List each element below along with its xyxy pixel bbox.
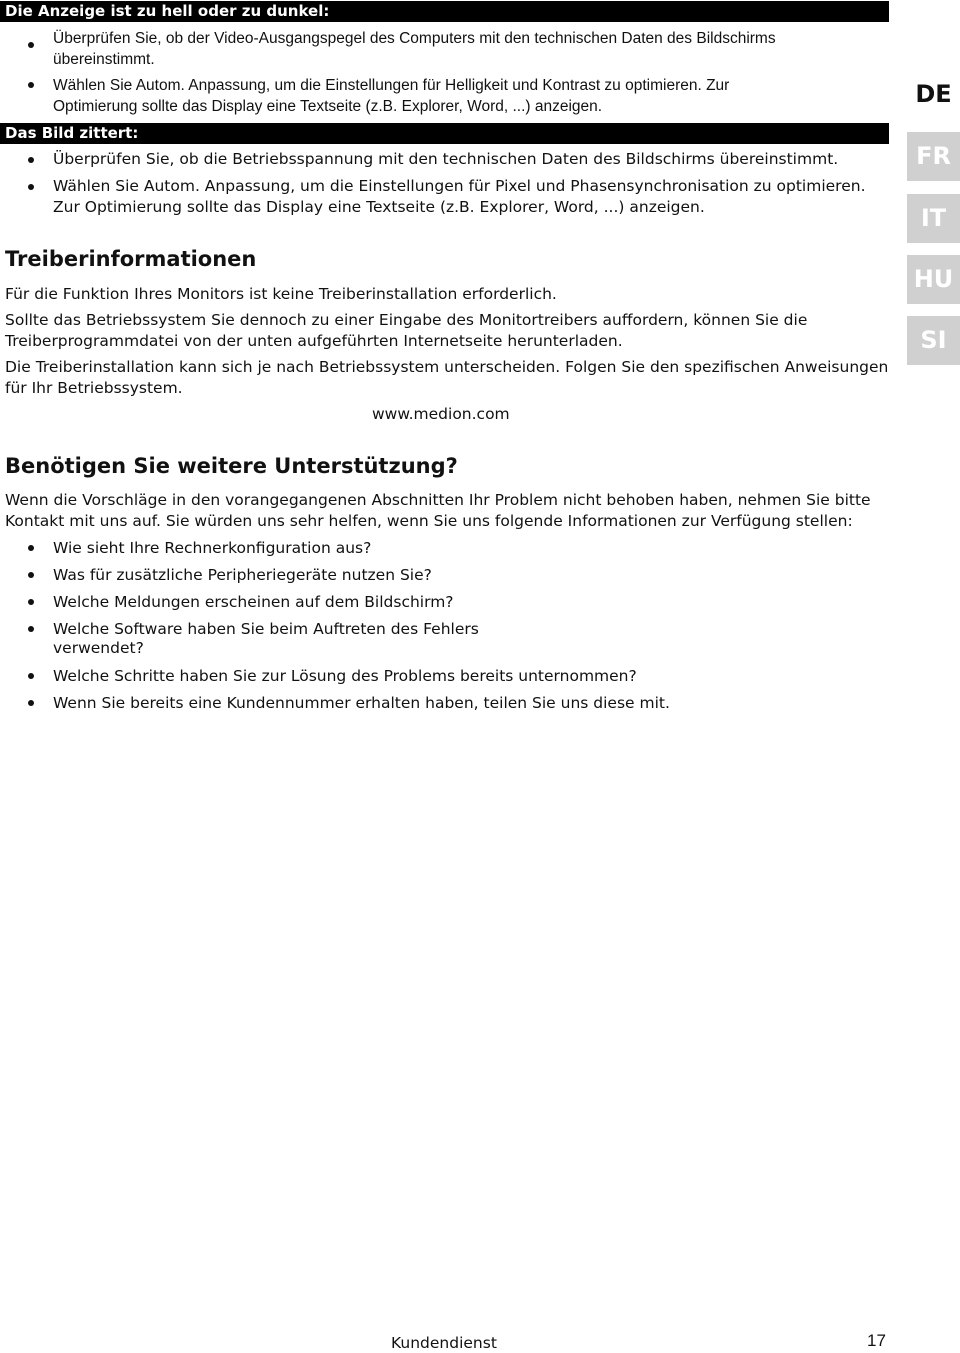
- footer-section-label: Kundendienst: [391, 1334, 497, 1352]
- driver-paragraph: Sollte das Betriebssystem Sie dennoch zu einer Eingabe des Monitortreibers auffordern, können Sie die: [5, 311, 808, 329]
- bullet-dot: [28, 157, 34, 163]
- list-item-line: Optimierung sollte das Display eine Textseite (z.B. Explorer, Word, ...) anzeigen.: [53, 98, 603, 115]
- driver-paragraph: Für die Funktion Ihres Monitors ist keine Treiberinstallation erforderlich.: [5, 285, 557, 303]
- bullet-dot: [28, 82, 34, 88]
- list-item-line: Überprüfen Sie, ob die Betriebsspannung mit den technischen Daten des Bildschirms übereinstimmt.: [53, 150, 839, 168]
- bullet-dot: [28, 184, 34, 190]
- bullet-dot: [28, 626, 34, 632]
- list-item-line: Zur Optimierung sollte das Display eine Textseite (z.B. Explorer, Word, ...) anzeigen.: [53, 198, 705, 216]
- language-tab-hu[interactable]: HU: [907, 255, 960, 304]
- bullet-dot: [28, 42, 34, 48]
- support-intro: Wenn die Vorschläge in den vorangegangenen Abschnitten Ihr Problem nicht behoben haben, nehmen Sie bitte: [5, 491, 871, 509]
- list-item-line: verwendet?: [53, 639, 144, 657]
- language-tab-fr[interactable]: FR: [907, 132, 960, 181]
- list-item-line: Wenn Sie bereits eine Kundennummer erhalten haben, teilen Sie uns diese mit.: [53, 694, 670, 712]
- list-item-line: übereinstimmt.: [53, 51, 155, 68]
- language-tab-si[interactable]: SI: [907, 316, 960, 365]
- list-item-line: Was für zusätzliche Peripheriegeräte nutzen Sie?: [53, 566, 432, 584]
- bullet-dot: [28, 545, 34, 551]
- list-item-line: Welche Meldungen erscheinen auf dem Bildschirm?: [53, 593, 454, 611]
- bullet-dot: [28, 673, 34, 679]
- medion-url[interactable]: www.medion.com: [372, 405, 510, 423]
- list-item-line: Überprüfen Sie, ob der Video-Ausgangspegel des Computers mit den technischen Daten des Bildschirms: [53, 30, 776, 47]
- list-item-line: Wählen Sie Autom. Anpassung, um die Einstellungen für Helligkeit und Kontrast zu optimieren. Zur: [53, 77, 730, 94]
- page-number: 17: [867, 1331, 886, 1350]
- driver-paragraph: Treiberprogrammdatei von der unten aufgeführten Internetseite herunterladen.: [5, 332, 623, 350]
- list-item-line: Welche Software haben Sie beim Auftreten des Fehlers: [53, 620, 479, 638]
- driver-paragraph: Die Treiberinstallation kann sich je nach Betriebssystem unterscheiden. Folgen Sie den spezifischen Anweisungen: [5, 358, 889, 376]
- list-item-line: Welche Schritte haben Sie zur Lösung des Problems bereits unternommen?: [53, 667, 637, 685]
- language-tab-it[interactable]: IT: [907, 194, 960, 243]
- support-intro: Kontakt mit uns auf. Sie würden uns sehr helfen, wenn Sie uns folgende Informationen zur Verfügung stellen:: [5, 512, 853, 530]
- bullet-dot: [28, 599, 34, 605]
- driver-paragraph: für Ihr Betriebssystem.: [5, 379, 183, 397]
- bullet-dot: [28, 700, 34, 706]
- driver-info-title: Treiberinformationen: [5, 247, 257, 271]
- language-tab-de[interactable]: DE: [907, 70, 960, 119]
- list-item-line: Wählen Sie Autom. Anpassung, um die Einstellungen für Pixel und Phasensynchronisation zu optimieren.: [53, 177, 866, 195]
- section-heading-brightness: Die Anzeige ist zu hell oder zu dunkel:: [0, 1, 889, 22]
- bullet-dot: [28, 572, 34, 578]
- support-title: Benötigen Sie weitere Unterstützung?: [5, 454, 458, 478]
- section-heading-flicker: Das Bild zittert:: [0, 123, 889, 144]
- list-item-line: Wie sieht Ihre Rechnerkonfiguration aus?: [53, 539, 372, 557]
